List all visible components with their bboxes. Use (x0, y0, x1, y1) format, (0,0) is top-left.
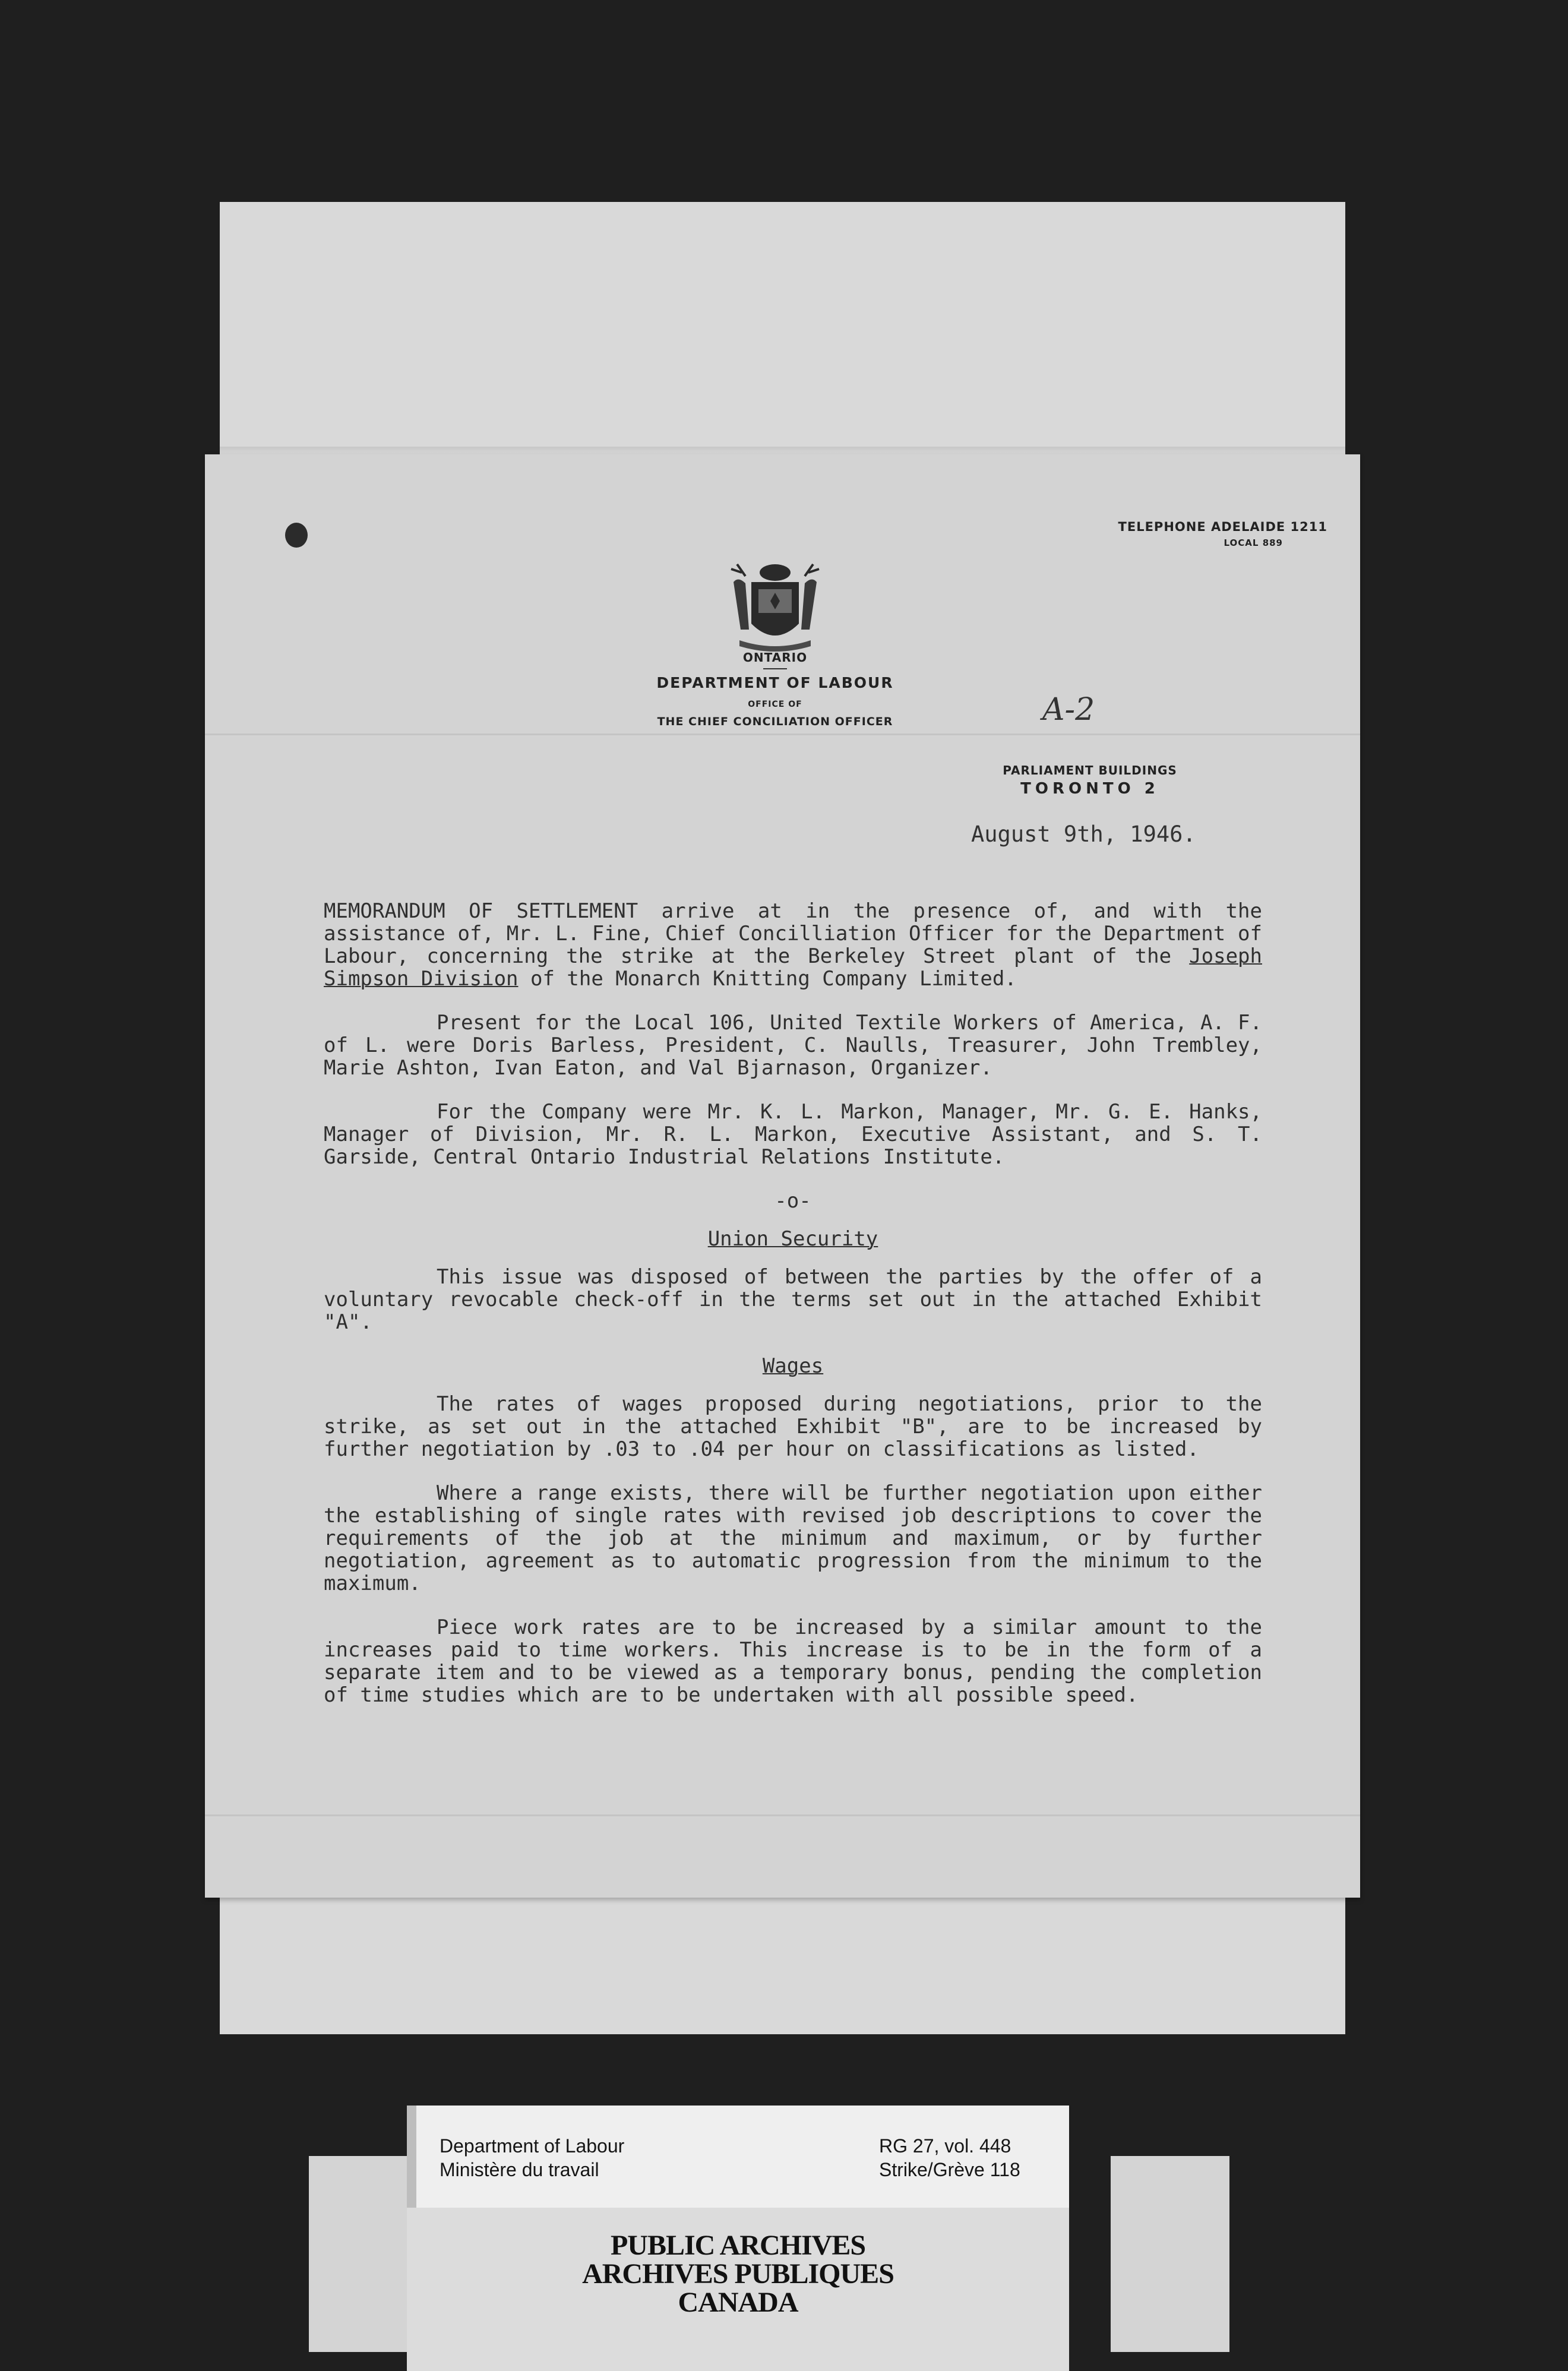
department-english: Department of Labour (440, 2135, 625, 2157)
fold-line (205, 734, 1360, 735)
province-name: ONTARIO (742, 650, 808, 665)
department-french: Ministère du travail (440, 2159, 599, 2180)
intro-text: arrive at in the presence of, and with the assistance of, Mr. L. Fine, Chief Concilliation Officer for the Department of Labour, concerning the strike at the Berkeley Street plant of the (324, 899, 1262, 968)
intro-paragraph (324, 900, 1262, 990)
section-separator: -o- (774, 1189, 811, 1213)
officer-title: THE CHIEF CONCILIATION OFFICER (657, 715, 893, 728)
coat-of-arms-icon (728, 558, 823, 653)
archives-french: ARCHIVES PUBLIQUES (582, 2258, 894, 2290)
archives-country: CANADA (678, 2287, 798, 2318)
strike-number: Strike/Grève 118 (879, 2159, 1020, 2180)
department-heading (585, 650, 965, 728)
archives-english: PUBLIC ARCHIVES (610, 2230, 866, 2261)
wages-heading (324, 1355, 1262, 1377)
address-line-1: PARLIAMENT BUILDINGS (1003, 763, 1177, 777)
archive-title (407, 2231, 1069, 2317)
union-security-paragraph: This issue was disposed of between the parties by the offer of a voluntary revocable check-off in the terms set out in the attached Exhibit "A". (324, 1265, 1262, 1334)
division-name: Joseph Simpson Division (324, 944, 1262, 991)
union-security-heading (324, 1228, 1262, 1250)
intro-text-end: of the Monarch Knitting Company Limited. (518, 967, 1017, 991)
record-group-volume: RG 27, vol. 448 (879, 2135, 1011, 2157)
wages-paragraph-3: Piece work rates are to be increased by a similar amount to the increases paid to time workers. This increase is to be in the form of a separate item and to be viewed as a temporary bonus, pending the completion of time studies which are to be undertaken with all possible speed. (324, 1616, 1262, 1707)
memo-date: August 9th, 1946. (971, 821, 1196, 847)
company-attendees-paragraph: For the Company were Mr. K. L. Markon, Manager, Mr. G. E. Hanks, Manager of Division, Mr. R. L. Markon, Executive Assistant, and S. T. Garside, Central Ontario Industrial Relations Institute. (324, 1100, 1262, 1169)
telephone-local: LOCAL 889 (1224, 538, 1283, 548)
reference-label (879, 2134, 1020, 2182)
wages-heading-text: Wages (762, 1354, 824, 1378)
wages-paragraph-2: Where a range exists, there will be further negotiation upon either the establishing of single rates with revised job descriptions to cover the requirements of the job at the minimum and maximum, or by further negotiation, agreement as to automatic progression from the minimum to the maximum. (324, 1481, 1262, 1595)
address-line-2: TORONTO 2 (1020, 780, 1159, 798)
label-strip-right (1111, 2156, 1229, 2352)
card-edge (407, 2106, 416, 2208)
back-sheet-fold (220, 447, 1345, 455)
telephone-block (1118, 520, 1327, 548)
union-attendees-paragraph: Present for the Local 106, United Textile Workers of America, A. F. of L. were Doris Barless, President, C. Naulls, Treasurer, John Trembley, Marie Ashton, Ivan Eaton, and Val Bjarnason, Organizer. (324, 1011, 1262, 1080)
memo-heading: MEMORANDUM OF SETTLEMENT (324, 899, 638, 923)
punch-hole (285, 523, 308, 548)
department-name: DEPARTMENT OF LABOUR (656, 674, 894, 691)
fold-line (205, 1814, 1360, 1816)
office-of-label: OFFICE OF (748, 700, 802, 709)
address-block (977, 763, 1203, 798)
union-security-heading-text: Union Security (707, 1227, 878, 1251)
archive-stamp (407, 2208, 1069, 2371)
heading-rule (763, 668, 787, 669)
memo-page (205, 454, 1360, 1898)
archive-reference-card (407, 2106, 1069, 2208)
wages-paragraph-1: The rates of wages proposed during negotiations, prior to the strike, as set out in the attached Exhibit "B", are to be increased by further negotiation by .03 to .04 per hour on classifications as listed. (324, 1392, 1262, 1461)
telephone-number: TELEPHONE ADELAIDE 1211 (1118, 520, 1327, 534)
department-label (440, 2134, 624, 2182)
memo-body (324, 900, 1262, 1728)
handwritten-annotation: A-2 (1042, 692, 1095, 728)
